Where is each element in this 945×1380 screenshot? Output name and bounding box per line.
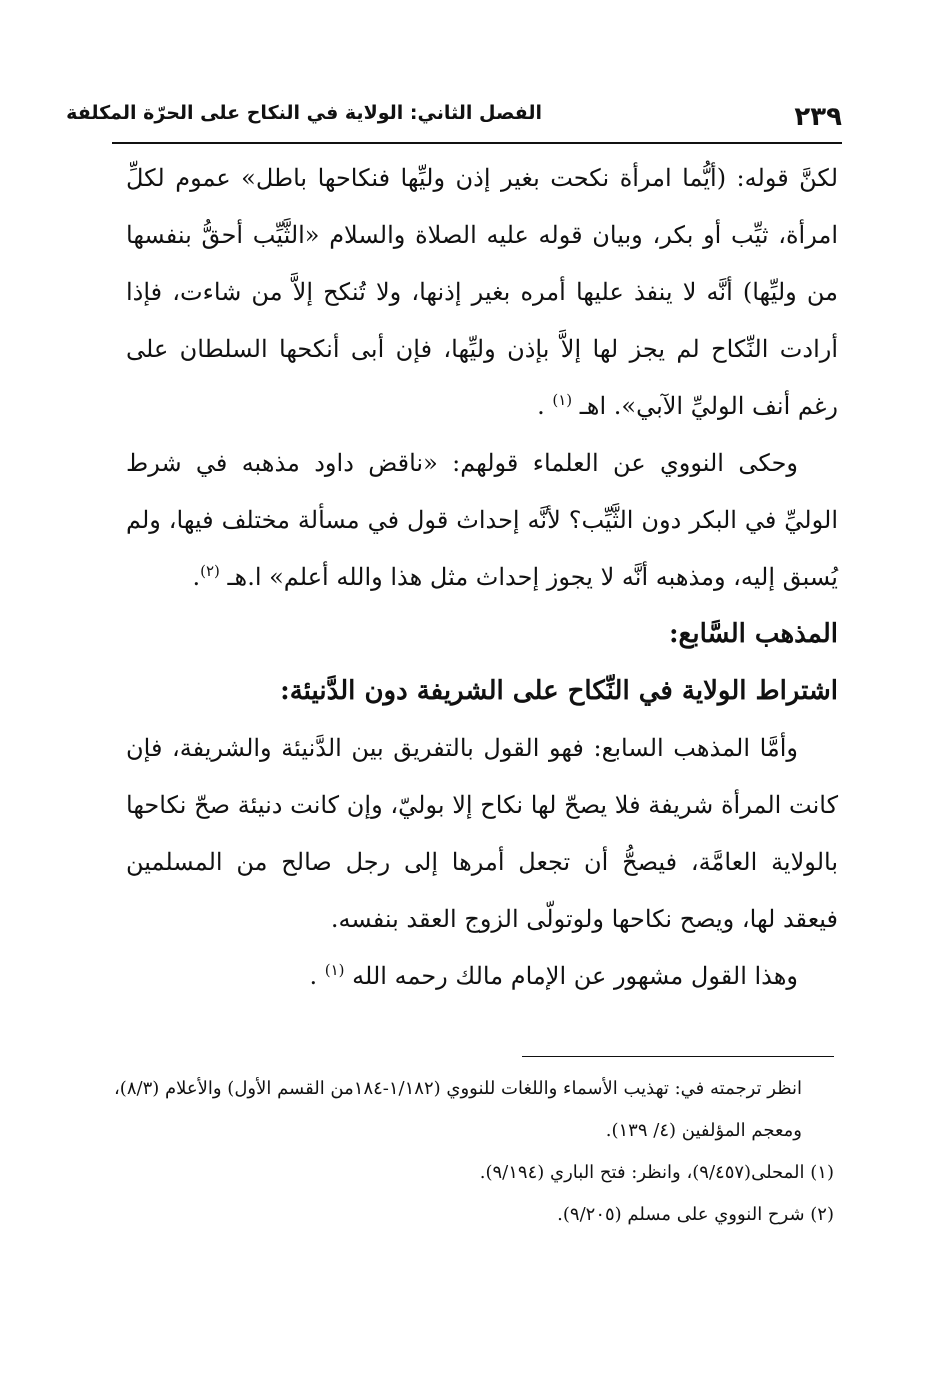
footnote-2: (٢) شرح النووي على مسلم (٩/٢٠٥). [557,1204,834,1225]
footnote-separator [522,1056,834,1057]
paragraph-3: وأمَّا المذهب السابع: فهو القول بالتفريق بين الدَّنيئة والشريفة، فإن كانت المرأة شريفة فلا يصحّ لها نكاح إلا بوليّ، وإن كانت دنيئة صحّ نكاحها بالولاية العامَّة، فيصحُّ أن تجعل أمرها إلى رجل صالح من المسلمين فيعقد لها، ويصح نكاحها ولوتولّى الزوج العقد بنفسه. [126,734,838,933]
main-text [126,150,838,1005]
paragraph-1-text: لكنَّ قوله: (أيُّما امرأة نكحت بغير إذن وليِّها فنكاحها باطل» عموم لكلِّ امرأة، ثيِّب أو بكر، وبيان قوله عليه الصلاة والسلام «الثَّيِّب أحقُّ بنفسها من وليِّها) أنَّه لا ينفذ عليها أمره بغير إذنها، ولا تُنكح إلاَّ من شاءت، فإذا أرادت النِّكاح لم يجز لها إلاَّ بإذن وليِّها، فإن أبى أنكحها السلطان على رغم أنف الوليِّ الآبي». اهـ [126,164,839,420]
header-rule [112,142,842,144]
footnotes [110,1068,834,1236]
footnote-marker-2: (٢) [200,562,220,580]
page-number: ٢٣٩ [794,102,842,132]
paragraph-1 [126,150,838,435]
running-title: الفصل الثاني: الولاية في النكاح على الحرّة المكلفة [66,102,542,124]
paragraph-2 [126,435,838,606]
footnote-marker-1: (١) [552,391,573,409]
paragraph-4 [126,948,838,1005]
footnote-intro: انظر ترجمته في: تهذيب الأسماء واللغات للنووي (١/١٨٢-١٨٤من القسم الأول) والأعلام (٨/٣)، ومعجم المؤلفين (٤/ ١٣٩). [114,1078,802,1141]
section-subheading: اشتراط الولاية في النِّكاح على الشريفة دون الدَّنيئة: [280,676,838,706]
paragraph-4-text: وهذا القول مشهور عن الإمام مالك رحمه الله [352,962,798,990]
paragraph-2-text: وحكى النووي عن العلماء قولهم: «ناقض داود مذهبه في شرط الوليِّ في البكر دون الثَّيِّب؟ لأنَّه إحداث قول في مسألة مختلف فيها، ولم يُسبق إليه، ومذهبه أنَّه لا يجوز إحداث مثل هذا والله أعلم» ا.هـ [126,449,838,591]
footnote-1: (١) المحلى(٩/٤٥٧)، وانظر: فتح الباري (٩/١٩٤). [479,1162,834,1183]
paragraph-1-end: . [537,392,545,420]
paragraph-2-end: . [192,563,201,591]
footnote-marker-3: (١) [324,961,345,979]
page-header [66,96,842,144]
section-heading: المذهب السَّابع: [668,619,838,649]
paragraph-4-end: . [309,962,318,990]
